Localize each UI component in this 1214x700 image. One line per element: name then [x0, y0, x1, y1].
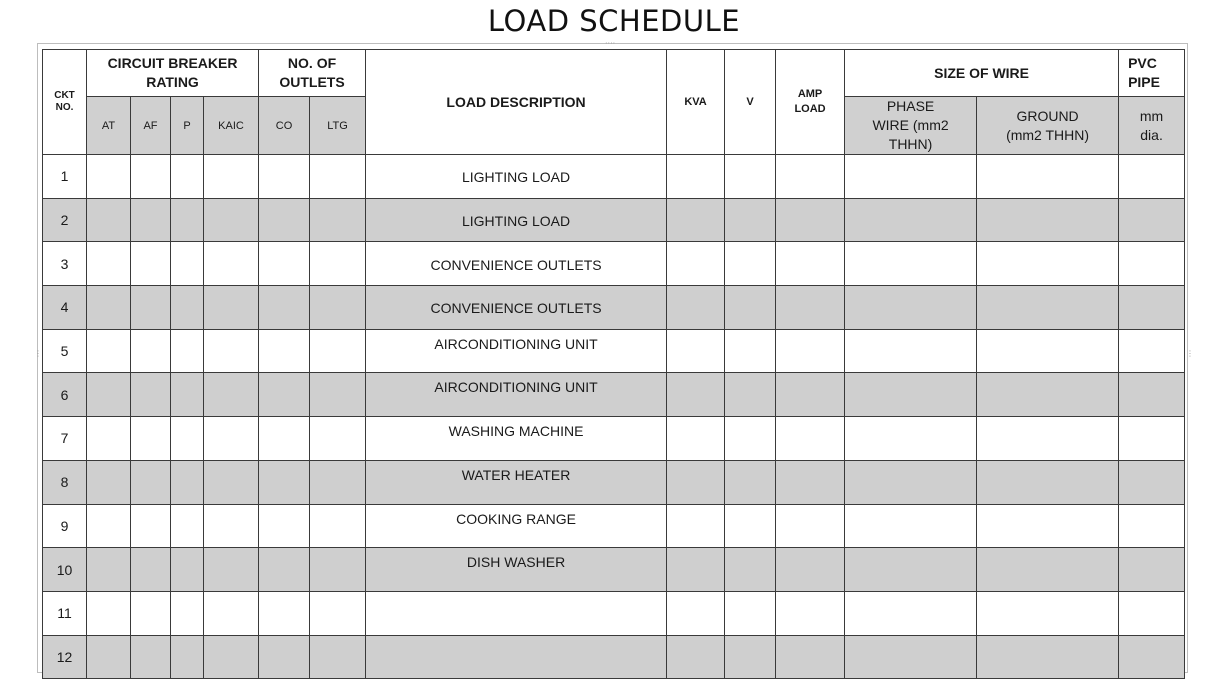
at-cell[interactable] [87, 373, 131, 417]
header-at: AT [87, 97, 131, 155]
ckt-number-cell[interactable]: 10 [43, 548, 87, 592]
ltg-cell[interactable] [310, 286, 366, 330]
kva-cell[interactable] [667, 286, 725, 330]
p-cell[interactable] [171, 417, 204, 461]
table-row [43, 417, 1185, 461]
amp-load-cell[interactable] [776, 286, 845, 330]
ltg-cell[interactable] [310, 548, 366, 592]
kva-cell[interactable] [667, 548, 725, 592]
pvc-pipe-cell[interactable] [1119, 460, 1185, 504]
p-cell[interactable] [171, 504, 204, 548]
amp-load-cell[interactable] [776, 504, 845, 548]
table-row [43, 198, 1185, 242]
resize-handle-top[interactable]: ···· [605, 39, 616, 48]
co-cell[interactable] [259, 155, 310, 199]
header-amp-load: AMP LOAD [776, 50, 845, 155]
af-cell[interactable] [131, 286, 171, 330]
ground-wire-cell[interactable] [977, 591, 1119, 635]
header-p: P [171, 97, 204, 155]
ckt-number-cell[interactable]: 6 [43, 373, 87, 417]
kva-cell[interactable] [667, 242, 725, 286]
load-description-cell[interactable] [366, 635, 667, 679]
v-cell[interactable] [725, 548, 776, 592]
kaic-cell[interactable] [204, 591, 259, 635]
phase-wire-cell[interactable] [845, 635, 977, 679]
phase-wire-cell[interactable] [845, 242, 977, 286]
af-cell[interactable] [131, 242, 171, 286]
ltg-cell[interactable] [310, 155, 366, 199]
ground-wire-cell[interactable] [977, 373, 1119, 417]
ground-wire-cell[interactable] [977, 198, 1119, 242]
af-cell[interactable] [131, 373, 171, 417]
table-row [43, 373, 1185, 417]
header-mm-dia: mm dia. [1119, 97, 1185, 155]
ground-wire-cell[interactable] [977, 286, 1119, 330]
at-cell[interactable] [87, 155, 131, 199]
ckt-number-cell[interactable]: 4 [43, 286, 87, 330]
pvc-pipe-cell[interactable] [1119, 155, 1185, 199]
kaic-cell[interactable] [204, 242, 259, 286]
phase-wire-cell[interactable] [845, 155, 977, 199]
co-cell[interactable] [259, 591, 310, 635]
at-cell[interactable] [87, 504, 131, 548]
kva-cell[interactable] [667, 591, 725, 635]
ltg-cell[interactable] [310, 198, 366, 242]
af-cell[interactable] [131, 329, 171, 373]
ckt-number-cell[interactable]: 3 [43, 242, 87, 286]
load-description-cell[interactable]: LIGHTING LOAD [366, 155, 667, 199]
phase-wire-cell[interactable] [845, 591, 977, 635]
load-description-cell[interactable]: DISH WASHER [366, 548, 667, 592]
kva-cell[interactable] [667, 329, 725, 373]
at-cell[interactable] [87, 286, 131, 330]
load-description-cell[interactable]: WASHING MACHINE [366, 417, 667, 461]
table-row [43, 548, 1185, 592]
co-cell[interactable] [259, 198, 310, 242]
ground-wire-cell[interactable] [977, 329, 1119, 373]
pvc-pipe-cell[interactable] [1119, 329, 1185, 373]
amp-load-cell[interactable] [776, 373, 845, 417]
at-cell[interactable] [87, 635, 131, 679]
v-cell[interactable] [725, 329, 776, 373]
amp-load-cell[interactable] [776, 635, 845, 679]
at-cell[interactable] [87, 548, 131, 592]
ckt-number-cell[interactable]: 9 [43, 504, 87, 548]
p-cell[interactable] [171, 548, 204, 592]
amp-load-cell[interactable] [776, 155, 845, 199]
ltg-cell[interactable] [310, 635, 366, 679]
at-cell[interactable] [87, 417, 131, 461]
header-kva: KVA [667, 50, 725, 155]
ltg-cell[interactable] [310, 460, 366, 504]
load-description-cell[interactable]: LIGHTING LOAD [366, 198, 667, 242]
ltg-cell[interactable] [310, 591, 366, 635]
table-row [43, 286, 1185, 330]
co-cell[interactable] [259, 373, 310, 417]
kva-cell[interactable] [667, 504, 725, 548]
ckt-number-cell[interactable]: 1 [43, 155, 87, 199]
phase-wire-cell[interactable] [845, 286, 977, 330]
p-cell[interactable] [171, 329, 204, 373]
kaic-cell[interactable] [204, 286, 259, 330]
kaic-cell[interactable] [204, 329, 259, 373]
header-v: V [725, 50, 776, 155]
table-row [43, 591, 1185, 635]
ground-wire-cell[interactable] [977, 635, 1119, 679]
kva-cell[interactable] [667, 373, 725, 417]
co-cell[interactable] [259, 548, 310, 592]
kaic-cell[interactable] [204, 198, 259, 242]
ground-wire-cell[interactable] [977, 548, 1119, 592]
kaic-cell[interactable] [204, 155, 259, 199]
at-cell[interactable] [87, 329, 131, 373]
pvc-pipe-cell[interactable] [1119, 635, 1185, 679]
header-phase-wire: PHASE WIRE (mm2 THHN) [845, 97, 977, 155]
ltg-cell[interactable] [310, 329, 366, 373]
pvc-pipe-cell[interactable] [1119, 242, 1185, 286]
ground-wire-cell[interactable] [977, 504, 1119, 548]
co-cell[interactable] [259, 329, 310, 373]
kva-cell[interactable] [667, 417, 725, 461]
af-cell[interactable] [131, 548, 171, 592]
load-description-cell[interactable] [366, 591, 667, 635]
header-no-of-outlets: NO. OF OUTLETS [259, 50, 366, 97]
amp-load-cell[interactable] [776, 591, 845, 635]
kaic-cell[interactable] [204, 548, 259, 592]
ckt-number-cell[interactable]: 8 [43, 460, 87, 504]
header-af: AF [131, 97, 171, 155]
load-description-cell[interactable]: AIRCONDITIONING UNIT [366, 373, 667, 417]
load-description-cell[interactable]: AIRCONDITIONING UNIT [366, 329, 667, 373]
v-cell[interactable] [725, 242, 776, 286]
table-row [43, 242, 1185, 286]
header-ckt-no: CKT NO. [43, 50, 87, 155]
p-cell[interactable] [171, 460, 204, 504]
co-cell[interactable] [259, 635, 310, 679]
pvc-pipe-cell[interactable] [1119, 504, 1185, 548]
af-cell[interactable] [131, 198, 171, 242]
phase-wire-cell[interactable] [845, 460, 977, 504]
v-cell[interactable] [725, 373, 776, 417]
phase-wire-cell[interactable] [845, 548, 977, 592]
load-schedule-table [42, 49, 1185, 679]
at-cell[interactable] [87, 591, 131, 635]
amp-load-cell[interactable] [776, 329, 845, 373]
kva-cell[interactable] [667, 460, 725, 504]
p-cell[interactable] [171, 242, 204, 286]
af-cell[interactable] [131, 155, 171, 199]
phase-wire-cell[interactable] [845, 198, 977, 242]
amp-load-cell[interactable] [776, 198, 845, 242]
v-cell[interactable] [725, 635, 776, 679]
table-row [43, 329, 1185, 373]
kva-cell[interactable] [667, 198, 725, 242]
kaic-cell[interactable] [204, 460, 259, 504]
kaic-cell[interactable] [204, 373, 259, 417]
kva-cell[interactable] [667, 635, 725, 679]
load-description-cell[interactable]: CONVENIENCE OUTLETS [366, 242, 667, 286]
resize-handle-left[interactable]: ⋮ [34, 349, 42, 358]
ltg-cell[interactable] [310, 373, 366, 417]
v-cell[interactable] [725, 286, 776, 330]
pvc-pipe-cell[interactable] [1119, 548, 1185, 592]
table-row [43, 155, 1185, 199]
co-cell[interactable] [259, 286, 310, 330]
ground-wire-cell[interactable] [977, 460, 1119, 504]
af-cell[interactable] [131, 591, 171, 635]
p-cell[interactable] [171, 635, 204, 679]
phase-wire-cell[interactable] [845, 417, 977, 461]
phase-wire-cell[interactable] [845, 329, 977, 373]
load-description-cell[interactable]: CONVENIENCE OUTLETS [366, 286, 667, 330]
pvc-pipe-cell[interactable] [1119, 286, 1185, 330]
at-cell[interactable] [87, 198, 131, 242]
ground-wire-cell[interactable] [977, 155, 1119, 199]
at-cell[interactable] [87, 460, 131, 504]
co-cell[interactable] [259, 504, 310, 548]
kaic-cell[interactable] [204, 504, 259, 548]
amp-load-cell[interactable] [776, 460, 845, 504]
p-cell[interactable] [171, 198, 204, 242]
header-ground: GROUND (mm2 THHN) [977, 97, 1119, 155]
v-cell[interactable] [725, 155, 776, 199]
ckt-number-cell[interactable]: 5 [43, 329, 87, 373]
load-description-cell[interactable]: COOKING RANGE [366, 504, 667, 548]
ltg-cell[interactable] [310, 242, 366, 286]
ckt-number-cell[interactable]: 2 [43, 198, 87, 242]
kaic-cell[interactable] [204, 635, 259, 679]
pvc-pipe-cell[interactable] [1119, 198, 1185, 242]
pvc-pipe-cell[interactable] [1119, 591, 1185, 635]
document-title: LOAD SCHEDULE [487, 4, 741, 38]
kaic-cell[interactable] [204, 417, 259, 461]
amp-load-cell[interactable] [776, 548, 845, 592]
ltg-cell[interactable] [310, 504, 366, 548]
co-cell[interactable] [259, 242, 310, 286]
af-cell[interactable] [131, 635, 171, 679]
p-cell[interactable] [171, 373, 204, 417]
header-kaic: KAIC [204, 97, 259, 155]
ltg-cell[interactable] [310, 417, 366, 461]
header-load-description: LOAD DESCRIPTION [366, 50, 667, 155]
ckt-number-cell[interactable]: 11 [43, 591, 87, 635]
v-cell[interactable] [725, 460, 776, 504]
ckt-number-cell[interactable]: 12 [43, 635, 87, 679]
header-pvc-pipe: PVC PIPE [1119, 50, 1185, 97]
af-cell[interactable] [131, 460, 171, 504]
af-cell[interactable] [131, 417, 171, 461]
at-cell[interactable] [87, 242, 131, 286]
v-cell[interactable] [725, 417, 776, 461]
table-row [43, 504, 1185, 548]
pvc-pipe-cell[interactable] [1119, 417, 1185, 461]
phase-wire-cell[interactable] [845, 373, 977, 417]
p-cell[interactable] [171, 155, 204, 199]
v-cell[interactable] [725, 504, 776, 548]
co-cell[interactable] [259, 460, 310, 504]
resize-handle-right[interactable]: ⋮ [1186, 349, 1194, 358]
table-row [43, 460, 1185, 504]
v-cell[interactable] [725, 591, 776, 635]
af-cell[interactable] [131, 504, 171, 548]
ground-wire-cell[interactable] [977, 242, 1119, 286]
p-cell[interactable] [171, 286, 204, 330]
header-ltg: LTG [310, 97, 366, 155]
ckt-number-cell[interactable]: 7 [43, 417, 87, 461]
header-circuit-breaker-rating: CIRCUIT BREAKER RATING [87, 50, 259, 97]
phase-wire-cell[interactable] [845, 504, 977, 548]
amp-load-cell[interactable] [776, 242, 845, 286]
p-cell[interactable] [171, 591, 204, 635]
co-cell[interactable] [259, 417, 310, 461]
pvc-pipe-cell[interactable] [1119, 373, 1185, 417]
amp-load-cell[interactable] [776, 417, 845, 461]
ground-wire-cell[interactable] [977, 417, 1119, 461]
load-description-cell[interactable]: WATER HEATER [366, 460, 667, 504]
header-co: CO [259, 97, 310, 155]
table-row [43, 635, 1185, 679]
v-cell[interactable] [725, 198, 776, 242]
kva-cell[interactable] [667, 155, 725, 199]
header-size-of-wire: SIZE OF WIRE [845, 50, 1119, 97]
